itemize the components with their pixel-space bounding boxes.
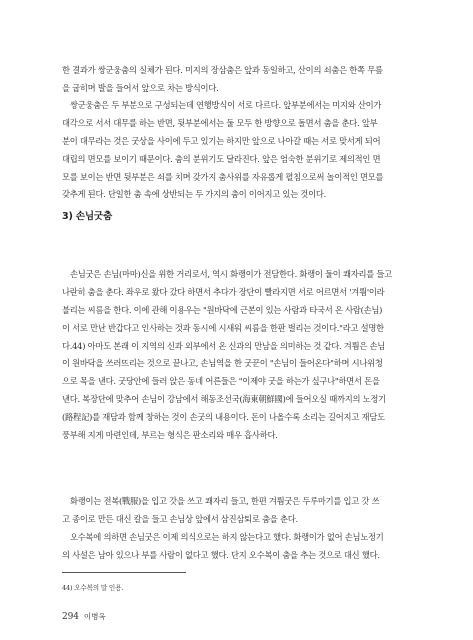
author-name: 이병옥 (83, 612, 106, 621)
paragraph-costume (62, 493, 414, 529)
text-line: 화랭이는 전복(戰服)을 입고 갓을 쓰고 쾌자리 들고, 한편 겨뤔굿은 두루마기를 입고 갓 쓰 (70, 496, 380, 506)
text-line: 모를 보이는 반면 뒷부분은 쇠를 치며 갖가지 춤사위를 자유롭게 펼침으로써 놀이적인 면모를 (62, 171, 384, 182)
text-line: 풍부해 지게 마련인데, 부르는 형식은 판소리와 매우 흡사하다. (62, 430, 278, 441)
text-line: 이 원바닥을 쓰러뜨리는 것으로 끝나고, 손님역을 한 굿꾼이 "손님이 들어온다"하며 시나위청 (62, 358, 383, 369)
text-line: 오수복에 의하면 손님굿은 이제 의식으로는 하지 않는다고 했다. 화랭이가 없어 손님노정기 (70, 532, 384, 542)
text-line: 나란히 춤을 춘다. 좌우로 왔다 갔다 하면서 추다가 장단이 빨라지면 서로 어르면서 '겨뤔'이라 (62, 286, 385, 297)
text-line: 갖추게 된다. 단일한 춤 속에 상반되는 두 가지의 춤이 이어지고 있는 것이다. (62, 189, 326, 200)
text-line: 이 서로 만난 반갑다고 인사하는 것과 동시에 시새워 씨름을 한판 벌리는 것이다."라고 설명한 (62, 322, 384, 333)
text-line: 의 사설은 남아 있으나 부를 사람이 없다고 했다. 단지 오수복이 춤을 추는 것으로 대신 했다. (62, 549, 380, 560)
text-line: (路程記)를 재담과 함께 창하는 것이 손굿의 내용이다. 돈이 나올수록 소리는 길어지고 재담도 (62, 412, 385, 423)
footnote: 44) 오수복의 말 인용. (62, 584, 124, 592)
text-line: 다.44) 아마도 본래 이 지역의 신과 외부에서 온 신과의 만남을 의미하는 것 같다. 겨뤔은 손님 (62, 340, 386, 351)
text-line: 으로 목을 낸다. 굿당안에 들러 앉은 동네 어른들은 "이제야 굿을 하는가 싶구나"하면서 돈을 (62, 376, 380, 387)
text-line: 불리는 씨름을 한다. 이에 관해 이용우는 "원바닥에 근본이 있는 사람과 타국서 온 사람(손님) (62, 304, 383, 315)
text-line: 한 결과가 쌍군웅춤의 실체가 된다. 미지의 장삼춤은 앞과 동일하고, 산이의 쇠춤은 한쪽 무릎 (62, 65, 383, 75)
section-heading: 3) 손님굿춤 (62, 211, 113, 222)
paragraph-ssanggunung (62, 97, 414, 204)
paragraph-sonnimgut (62, 266, 414, 445)
footnote-divider (62, 572, 186, 573)
text-line: 분이 대무라는 것은 굿상을 사이에 두고 있기는 하지만 앞으로 나아갈 때는 서로 맞서게 되어 (62, 135, 381, 146)
paragraph-intro (62, 62, 414, 98)
page-number: 294 (62, 612, 79, 622)
text-line: 대각으로 서서 대무를 하는 반면, 뒷부분에서는 둘 모두 한 방향으로 돌면서 춤을 춘다. 앞부 (62, 117, 378, 128)
text-line: 대립의 면모를 보이기 때문이다. 춤의 분위기도 달라진다. 앞은 엄숙한 분위기로 제의적인 면 (62, 153, 381, 164)
text-line: 쌍군웅춤은 두 부분으로 구성되는데 연행방식이 서로 다르다. 앞부분에서는 미지와 산이가 (70, 100, 382, 110)
text-line: 손님굿은 손님(마마)신을 위한 거리로서, 역시 화랭이가 전담한다. 화랭이 둘이 쾌자리를 들고 (70, 269, 392, 279)
paragraph-osubok (62, 529, 414, 565)
text-line: 고 종이로 만든 대신 칼을 들고 손님상 앞에서 삼진삼퇴로 춤을 춘다. (62, 513, 298, 524)
text-line: 을 굽히며 발을 들어서 앞으로 차는 방식이다. (62, 82, 219, 93)
page-footer (62, 611, 106, 622)
text-line: 낸다. 복장단에 맞추어 손님이 강남에서 해동조선국(海東朝鮮國)에 들어오실 때까지의 노정기 (62, 394, 386, 405)
